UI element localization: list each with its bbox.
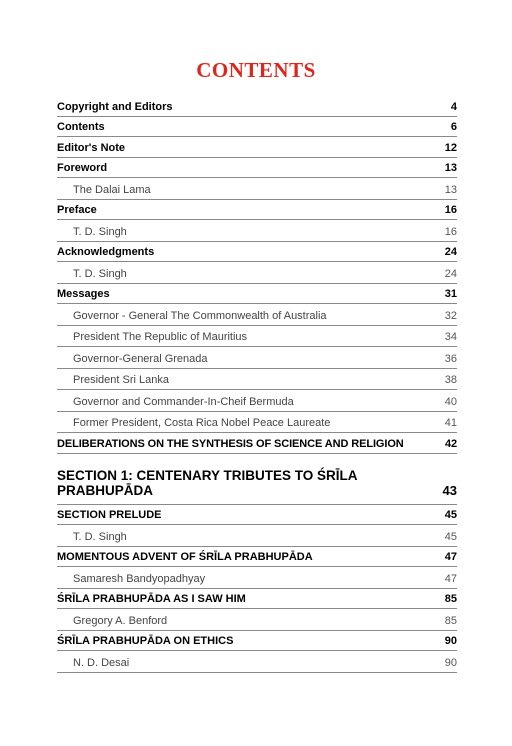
toc-entry-page-number: 42: [444, 437, 457, 450]
toc-entry-title: Samaresh Bandyopadhyay: [73, 572, 206, 585]
toc-entry-page-number: 13: [444, 162, 457, 174]
toc-author-entry[interactable]: [57, 220, 457, 242]
toc-entry-title: T. D. Singh: [73, 530, 127, 543]
toc-entry-page-number: 38: [444, 374, 457, 386]
toc-entry-title: Governor-General Grenada: [73, 352, 208, 365]
toc-author-entry[interactable]: [57, 609, 457, 631]
toc-entry-title: Messages: [57, 288, 110, 300]
toc-entry[interactable]: [57, 589, 457, 610]
toc-author-entry[interactable]: [57, 347, 457, 369]
toc-entry-page-number: 24: [444, 246, 457, 258]
toc-entry-title: SECTION PRELUDE: [57, 509, 162, 521]
section-heading-line1: SECTION 1: CENTENARY TRIBUTES TO ŚRĪLA: [57, 467, 358, 483]
toc-entry-title: N. D. Desai: [73, 656, 130, 669]
toc-entry-page-number: 47: [444, 551, 457, 563]
toc-author-entry[interactable]: [57, 326, 457, 348]
toc-entry-page-number: 24: [444, 267, 457, 280]
toc-entry-page-number: 34: [444, 331, 457, 343]
toc-entry-page-number: 6: [450, 121, 457, 133]
toc-entry-title: Copyright and Editors: [57, 100, 173, 113]
toc-author-entry[interactable]: [57, 369, 457, 391]
toc-entry-title: T. D. Singh: [73, 225, 127, 238]
toc-entry[interactable]: [57, 284, 457, 305]
toc-entry-page-number: 4: [450, 100, 457, 113]
toc-author-entry[interactable]: [57, 262, 457, 284]
toc-entry-page-number: 36: [444, 352, 457, 365]
toc-entry-title: ŚRĪLA PRABHUPĀDA AS I SAW HIM: [57, 593, 246, 605]
toc-entry-title: Governor and Commander-In-Cheif Bermuda: [73, 395, 294, 408]
toc-entry-title: T. D. Singh: [73, 267, 127, 280]
section-heading-text: [57, 468, 358, 498]
toc-entry-page-number: 16: [444, 225, 457, 238]
toc-entry-title: MOMENTOUS ADVENT OF ŚRĪLA PRABHUPĀDA: [57, 551, 313, 563]
toc-author-entry[interactable]: [57, 651, 457, 673]
toc-entry-title: Preface: [57, 204, 97, 216]
toc-entry[interactable]: [57, 242, 457, 263]
toc-section-heading[interactable]: [57, 454, 457, 505]
toc-entry[interactable]: [57, 433, 457, 454]
toc-entry-page-number: 45: [444, 530, 457, 543]
toc-entry-page-number: 31: [444, 288, 457, 300]
contents-title: CONTENTS: [196, 58, 316, 82]
toc-entry-page-number: 45: [444, 509, 457, 521]
toc-entry-title: President The Republic of Mauritius: [73, 331, 248, 343]
toc-entry-page-number: 85: [444, 593, 457, 605]
toc-entry[interactable]: [57, 137, 457, 158]
toc-entry[interactable]: [57, 631, 457, 652]
toc-entry-page-number: 90: [444, 656, 457, 669]
section-heading-line2: PRABHUPĀDA: [57, 482, 154, 498]
toc-entry-title: Contents: [57, 121, 105, 133]
toc-entry[interactable]: [57, 96, 457, 117]
toc-entry-page-number: 13: [444, 183, 457, 196]
toc-entry-title: ŚRĪLA PRABHUPĀDA ON ETHICS: [57, 635, 234, 647]
table-of-contents: [57, 96, 457, 673]
toc-entry-title: DELIBERATIONS ON THE SYNTHESIS OF SCIENCE AND RELIGION: [57, 437, 404, 450]
section-page-number: 43: [442, 482, 457, 498]
toc-entry-title: Former President, Costa Rica Nobel Peace Laureate: [73, 417, 331, 429]
toc-author-entry[interactable]: [57, 412, 457, 434]
toc-entry-page-number: 32: [444, 309, 457, 322]
toc-entry-page-number: 90: [444, 635, 457, 647]
toc-entry[interactable]: [57, 547, 457, 568]
toc-list-front-matter: [57, 96, 457, 454]
toc-author-entry[interactable]: [57, 178, 457, 200]
toc-entry[interactable]: [57, 117, 457, 138]
toc-entry-page-number: 47: [444, 572, 457, 585]
toc-entry-page-number: 85: [444, 614, 457, 627]
toc-entry-title: Editor's Note: [57, 141, 126, 154]
toc-entry-page-number: 40: [444, 395, 457, 408]
toc-author-entry[interactable]: [57, 304, 457, 326]
toc-entry[interactable]: [57, 200, 457, 221]
toc-list-section-1: [57, 505, 457, 673]
toc-entry[interactable]: [57, 158, 457, 179]
toc-author-entry[interactable]: [57, 390, 457, 412]
toc-author-entry[interactable]: [57, 567, 457, 589]
toc-entry-title: Acknowledgments: [57, 246, 155, 258]
toc-author-entry[interactable]: [57, 525, 457, 547]
toc-entry-title: The Dalai Lama: [73, 183, 151, 196]
toc-entry-page-number: 16: [444, 204, 457, 216]
toc-entry-title: Foreword: [57, 162, 108, 174]
toc-entry[interactable]: [57, 505, 457, 526]
toc-entry-title: Governor - General The Commonwealth of Australia: [73, 309, 327, 322]
toc-entry-page-number: 12: [444, 141, 457, 154]
toc-entry-page-number: 41: [444, 417, 457, 429]
toc-entry-title: Gregory A. Benford: [73, 614, 168, 627]
toc-entry-title: President Sri Lanka: [73, 374, 169, 386]
